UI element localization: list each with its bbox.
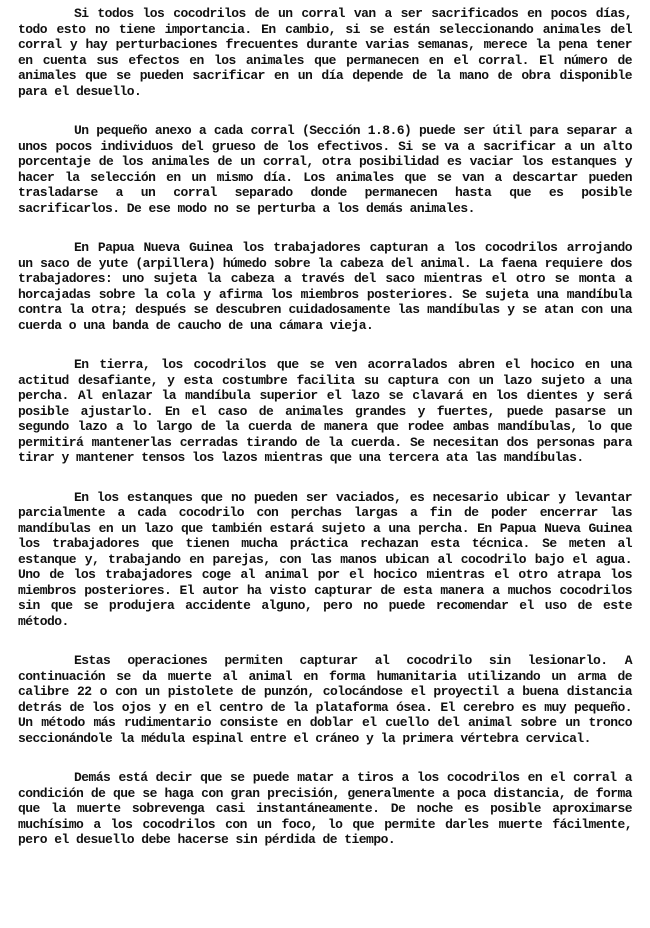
paragraph-7: Demás está decir que se puede matar a tiros a los cocodrilos en el corral a condición de que se haga con gran precisión, generalmente a poca distancia, de forma que la muerte sobrevenga casi instantáneamente. De noche es posible aproximarse muchísimo a los cocodrilos con un foco, lo que permite darles muerte fácilmente, pero el desuello debe hacerse sin pérdida de tiempo. bbox=[18, 770, 632, 847]
paragraph-5: En los estanques que no pueden ser vaciados, es necesario ubicar y levantar parcialmente a cada cocodrilo con perchas largas a fin de poder encerrar las mandíbulas en un lazo que también estará sujeto a una percha. En Papua Nueva Guinea los trabajadores que tienen mucha práctica rechazan esta técnica. Se meten al estanque y, trabajando en parejas, con las manos ubican al cocodrilo bajo el agua. Uno de los trabajadores coge al animal por el hocico mientras el otro atrapa los miembros posteriores. El autor ha visto capturar de esta manera a muchos cocodrilos sin que se produjera accidente alguno, pero no puede recomendar el uso de este método. bbox=[18, 489, 632, 629]
paragraph-3: En Papua Nueva Guinea los trabajadores capturan a los cocodrilos arrojando un saco de yute (arpillera) húmedo sobre la cabeza del animal. La faena requiere dos trabajadores: uno sujeta la cabeza a través del saco mientras el otro se monta a horcajadas sobre la cola y afirma los miembros posteriores. Se sujeta una mandíbula contra la otra; después se descubren cuidadosamente las mandíbulas y se atan con una cuerda o una banda de caucho de una cámara vieja. bbox=[18, 240, 632, 333]
paragraph-4: En tierra, los cocodrilos que se ven acorralados abren el hocico en una actitud desafiante, y esta costumbre facilita su captura con un lazo sujeto a una percha. Al enlazar la mandíbula superior el lazo se clavará en los dientes y será posible ajustarlo. En el caso de animales grandes y fuertes, puede pasarse un segundo lazo a lo largo de la cuerda de manera que rodee ambas mandíbulas, lo que permitirá mantenerlas cerradas tirando de la cuerda. Se necesitan dos personas para tirar y mantener tensos los lazos mientras que una tercera ata las mandíbulas. bbox=[18, 357, 632, 465]
paragraph-2: Un pequeño anexo a cada corral (Sección 1.8.6) puede ser útil para separar a unos pocos individuos del grueso de los efectivos. Si se va a sacrificar a un alto porcentaje de los animales de un corral, otra posibilidad es vaciar los estanques y hacer la selección en un mismo día. Los animales que se van a descartar pueden trasladarse a un corral separado donde permanecen hasta que es posible sacrificarlos. De ese modo no se perturba a los demás animales. bbox=[18, 123, 632, 216]
paragraph-1: Si todos los cocodrilos de un corral van a ser sacrificados en pocos días, todo esto no tiene importancia. En cambio, si se están seleccionando animales del corral y hay perturbaciones frecuentes durante varias semanas, merece la pena tener en cuenta sus efectos en los animales que permanecen en el corral. El número de animales que se pueden sacrificar en un día depende de la mano de obra disponible para el desuello. bbox=[18, 6, 632, 99]
paragraph-6: Estas operaciones permiten capturar al cocodrilo sin lesionarlo. A continuación se da muerte al animal en forma humanitaria utilizando un arma de calibre 22 o con un pistolete de punzón, colocándose el proyectil a buena distancia detrás de los ojos y en el centro de la plataforma ósea. El cerebro es muy pequeño. Un método más rudimentario consiste en doblar el cuello del animal sobre un tronco seccionándole la médula espinal entre el cráneo y la primera vértebra cervical. bbox=[18, 653, 632, 746]
